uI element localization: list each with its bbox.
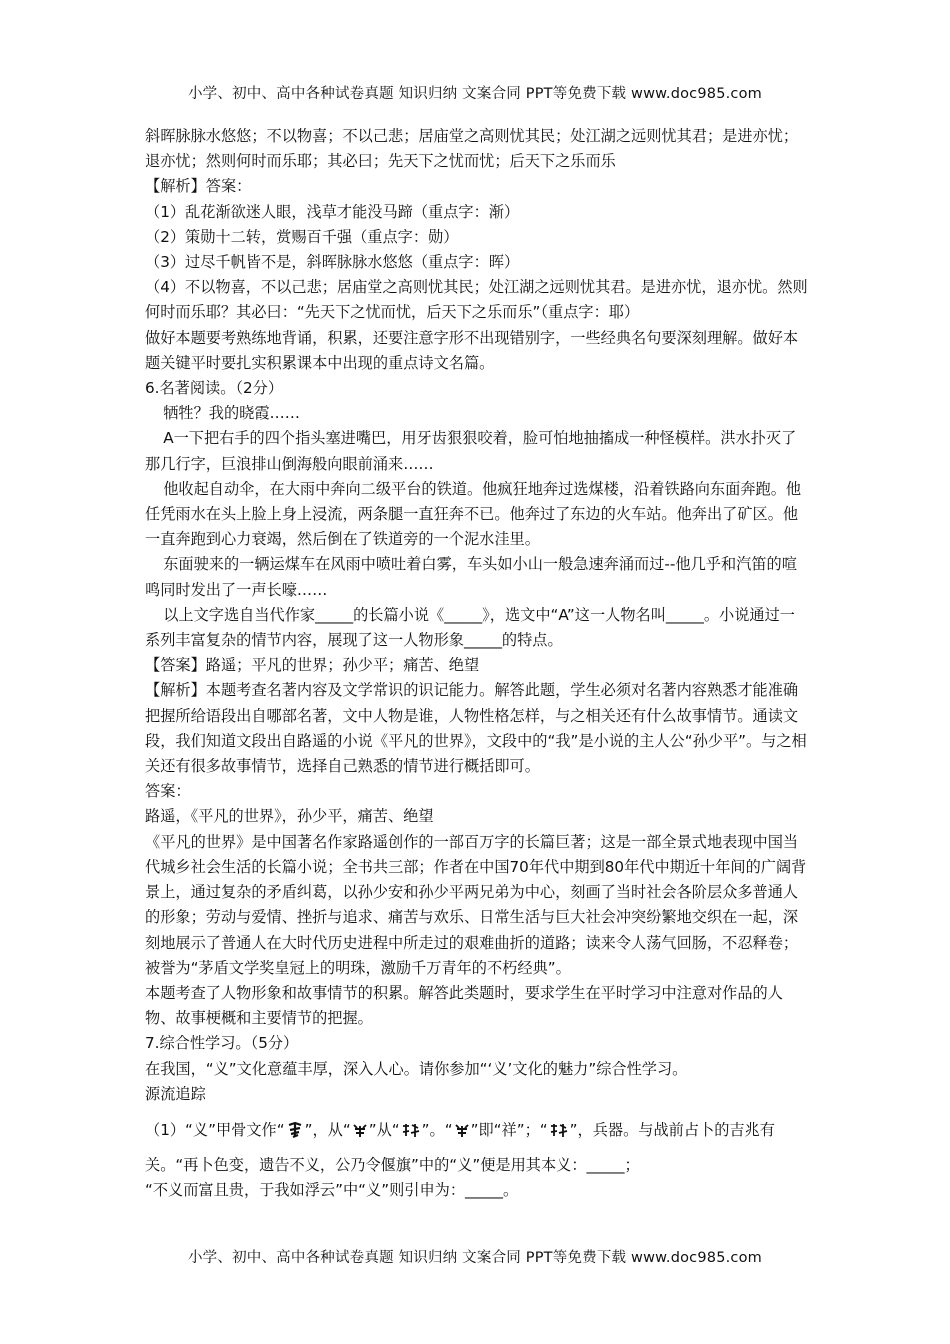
question-6-title: 6.名著阅读。（2分） bbox=[145, 379, 284, 398]
excerpt-paragraph-1: 牺牲？我的晓霞…… bbox=[163, 404, 300, 423]
excerpt-paragraph-3: 他收起自动伞，在大雨中奔向二级平台的铁道。他疯狂地奔过选煤楼，沿着铁路向东面奔跑。他任凭雨水在头上脸上身上浸流，两条腿一直狂奔不已。他奔过了东边的火车站。他奔出了矿区。他一直奔跑到心力衰竭，然后倒在了铁道旁的一个泥水洼里。 bbox=[145, 479, 802, 549]
oracle-text-5: ”即“祥”；“ bbox=[470, 1120, 548, 1139]
excerpt-paragraph-2: A一下把右手的四个指头塞进嘴巴，用牙齿狠狠咬着，脸可怕地抽搐成一种怪模样。洪水扑灭了那几行字，巨浪排山倒海般向眼前涌来…… bbox=[145, 429, 797, 473]
oracle-wo-glyph-icon bbox=[401, 1122, 421, 1138]
analysis-note: 做好本题要考熟练地背诵，积累，还要注意字形不出现错别字，一些经典名句要深刻理解。做好本题关键平时要扎实积累课本中出现的重点诗文名篇。 bbox=[145, 328, 799, 372]
question-7-blank-2: “不义而富且贵，于我如浮云”中“义”则引申为：_____。 bbox=[145, 1181, 519, 1200]
section-heading: 源流追踪 bbox=[145, 1084, 206, 1103]
question-6-answer: 【答案】路遥；平凡的世界；孙少平；痛苦、绝望 bbox=[145, 656, 480, 675]
answer-item-3: （3）过尽千帆皆不是，斜晖脉脉水悠悠（重点字：晖） bbox=[145, 253, 520, 272]
question-6-comment: 本题考查了人物形象和故事情节的积累。解答此类题时，要求学生在平时学习中注意对作品的人物、故事梗概和主要情节的把握。 bbox=[145, 983, 783, 1028]
answer-item-1: （1）乱花渐欲迷人眼，浅草才能没马蹄（重点字：渐） bbox=[145, 202, 520, 221]
answer-line: 斜晖脉脉水悠悠；不以物喜；不以己悲；居庙堂之高则忧其民；处江湖之远则忧其君；是进亦忧；退亦忧；然则何时而乐耶；其必曰；先天下之忧而忧；后天下之乐而乐 bbox=[145, 127, 799, 171]
question-7-title: 7.综合性学习。（5分） bbox=[145, 1034, 299, 1053]
novel-introduction: 《平凡的世界》是中国著名作家路遥创作的一部百万字的长篇巨著；这是一部全景式地表现中国当代城乡社会生活的长篇小说；全书共三部；作者在中国70年代中期到80年代中期近十年间的广阔背景上，通过复杂的矛盾纠葛，以孙少安和孙少平两兄弟为中心，刻画了当时社会各阶层众多普通人的形象；劳动与爱情、挫折与追求、痛苦与欢乐、日常生活与巨大社会冲突纷繁地交织在一起，深刻地展示了普通人在大时代历史进程中所走过的艰难曲折的道路；读来令人荡气回肠，不忍释卷；被誉为“茅盾文学奖皇冠上的明珠，激励千万青年的不朽经典”。 bbox=[145, 832, 807, 977]
answer-summary: 路遥，《平凡的世界》，孙少平，痛苦、绝望 bbox=[145, 807, 434, 826]
answer-item-2: （2）策勋十二转，赏赐百千强（重点字：勋） bbox=[145, 227, 459, 246]
question-7-blank-1: 关。“再卜色变，遗告不义，公乃令偃旗”中的“义”便是用其本义：_____； bbox=[145, 1155, 640, 1174]
answer-item-4: （4）不以物喜，不以己悲；居庙堂之高则忧其民；处江湖之远则忧其君。是进亦忧，退亦忧。然则何时而乐耶？其必曰：“先天下之忧而忧，后天下之乐而乐”（重点字：耶） bbox=[145, 278, 808, 322]
oracle-wo-glyph-2-icon bbox=[549, 1122, 569, 1138]
oracle-text-4: ”。“ bbox=[421, 1120, 453, 1139]
question-6-prompt: 以上文字选自当代作家_____的长篇小说《_____》，选文中“A”这一人物名叫_____。小说通过一系列丰富复杂的情节内容，展现了这一人物形象_____的特点。 bbox=[145, 605, 795, 650]
oracle-yi-glyph-icon bbox=[286, 1121, 304, 1139]
document-body bbox=[145, 124, 809, 1203]
answer-label: 答案： bbox=[145, 782, 191, 801]
oracle-text-3: ”从“ bbox=[368, 1120, 400, 1139]
oracle-text-6: ”，兵器。与战前占卜的吉兆有 bbox=[569, 1120, 775, 1139]
page-footer: 小学、初中、高中各种试卷真题 知识归纳 文案合同 PPT等免费下载 www.doc985.com bbox=[187, 1250, 763, 1266]
analysis-heading: 【解析】答案： bbox=[145, 177, 252, 196]
oracle-yang-glyph-2-icon bbox=[454, 1122, 470, 1138]
oracle-text-2: ”，从“ bbox=[304, 1120, 351, 1139]
excerpt-paragraph-4: 东面驶来的一辆运煤车在风雨中喷吐着白雾，车头如小山一般急速奔涌而过--他几乎和汽笛的喧鸣同时发出了一声长嚎…… bbox=[145, 555, 797, 599]
oracle-text-1: （1）“义”甲骨文作“ bbox=[145, 1120, 285, 1139]
oracle-line bbox=[145, 1115, 809, 1145]
page-header: 小学、初中、高中各种试卷真题 知识归纳 文案合同 PPT等免费下载 www.doc985.com bbox=[187, 86, 763, 102]
question-7-intro: 在我国，“义”文化意蕴丰厚，深入人心。请你参加“‘义’文化的魅力”综合性学习。 bbox=[145, 1059, 688, 1078]
oracle-yang-glyph-icon bbox=[352, 1122, 368, 1138]
question-6-analysis: 【解析】本题考查名著内容及文学常识的识记能力。解答此题，学生必须对名著内容熟悉才能准确把握所给语段出自哪部名著，文中人物是谁，人物性格怎样，与之相关还有什么故事情节。通读文段，我们知道文段出自路遥的小说《平凡的世界》，文段中的“我”是小说的主人公“孙少平”。与之相关还有很多故事情节，选择自己熟悉的情节进行概括即可。 bbox=[145, 681, 807, 776]
